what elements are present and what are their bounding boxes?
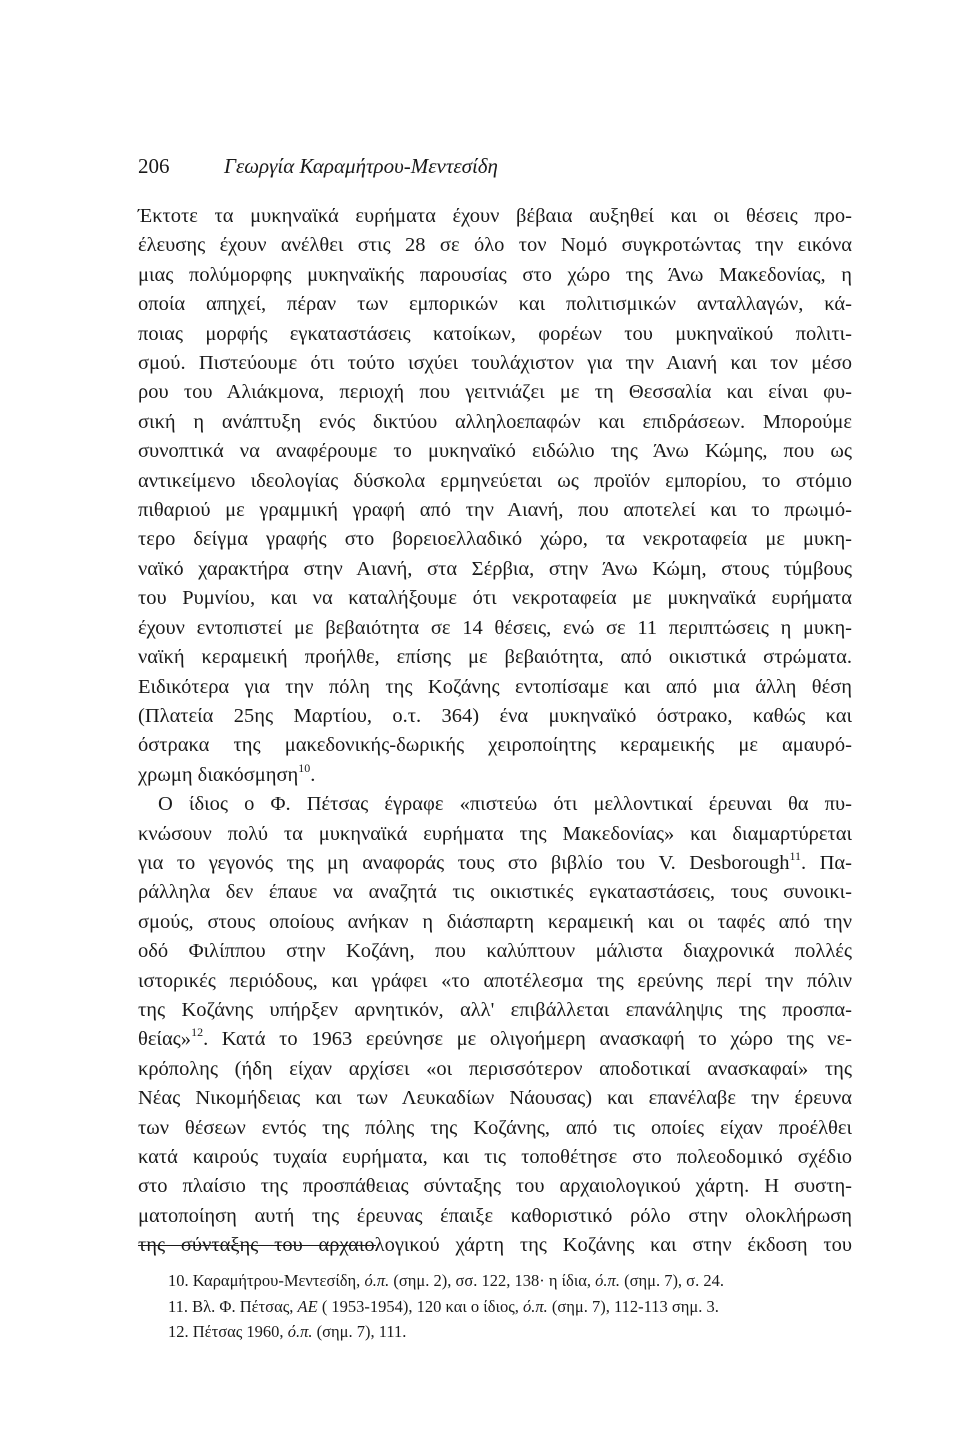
text-line: οδό Φιλίππου στην Κοζάνη, που καλύπτουν μάλιστα διαχρονικά πολλές (138, 940, 852, 963)
text-line: συνοπτικά να αναφέρουμε το μυκηναϊκό ειδώλιο της Άνω Κώμης, που ως (138, 440, 852, 463)
text-line: σική η ανάπτυξη ενός δικτύου αλληλοεπαφών και επιδράσεων. Μπορούμε (138, 410, 852, 433)
footnote-text: (σημ. 7), 112-113 σημ. 3. (547, 1296, 719, 1316)
footnote-12 (168, 1319, 868, 1345)
text-fragment: χρωμη διακόσμηση (138, 763, 299, 786)
text-line: στο πλαίσιο της προσπάθειας σύνταξης του αρχαιολογικού χάρτη. Η συστη- (138, 1175, 852, 1198)
text-line: (Πλατεία 25ης Μαρτίου, ο.τ. 364) ένα μυκηναϊκό όστρακο, καθώς και (138, 704, 852, 727)
text-line: των θέσεων εντός της πόλης της Κοζάνης, από τις οποίες είχαν προέλθει (138, 1116, 852, 1139)
footnote-ref-10[interactable]: 10 (298, 760, 311, 775)
footnote-italic: ΑΕ (297, 1296, 318, 1316)
text-line: Έκτοτε τα μυκηναϊκά ευρήματα έχουν βέβαια αυξηθεί και οι θέσεις προ- (138, 205, 852, 227)
text-line: ποιας μορφής εγκαταστάσεις κατοίκων, φορέων του μυκηναϊκού πολιτι- (138, 322, 852, 345)
footnote-rule (138, 1245, 376, 1246)
text-fragment: . (310, 763, 316, 786)
footnotes (168, 1268, 868, 1345)
footnote-11 (168, 1294, 868, 1320)
text-line: έλευσης έχουν ανέλθει στις 28 σε όλο τον Νομό συγκροτώντας την εικόνα (138, 234, 852, 257)
text-line: Ειδικότερα για την πόλη της Κοζάνης εντοπίσαμε και από μια άλλη θέση (138, 675, 852, 698)
text-fragment: για το γεγονός της μη αναφοράς τους στο βιβλίο του V. Desborough (138, 851, 790, 874)
text-line: σμού. Πιστεύουμε ότι τούτο ισχύει τουλάχιστον για την Αιανή και τον μέσο (138, 352, 852, 375)
footnote-text: 10. Καραμήτρου-Μεντεσίδη, (168, 1271, 365, 1290)
body-text (138, 202, 852, 1261)
footnote-text: 11. Βλ. Φ. Πέτσας, (168, 1296, 298, 1316)
text-line (138, 761, 852, 790)
text-fragment: . Κατά το 1963 ερεύνησε με ολιγοήμερη ανασκαφή το χώρο της νε- (203, 1028, 852, 1051)
text-line: τερο δείγμα γραφής στο βορειοελλαδικό χώρο, τα νεκροταφεία με μυκη- (138, 528, 852, 551)
footnote-text: (σημ. 7), 111. (312, 1322, 407, 1341)
text-line: πιθαριού με γραμμική γραφή από την Αιανή, που αποτελεί και το πρωιμό- (138, 499, 852, 522)
text-line: ράλληλα δεν έπαυε να αναζητά τις οικιστικές εγκαταστάσεις, τους συνοικι- (138, 881, 852, 904)
text-line: κατά καιρούς τυχαία ευρήματα, και τις τοποθέτησε στο πολεοδομικό σχέδιο (138, 1146, 852, 1168)
footnote-ref-12[interactable]: 12 (191, 1025, 204, 1040)
text-fragment: θείας» (138, 1028, 192, 1051)
text-line: ναϊκή κεραμεική προήλθε, επίσης με βεβαιότητα, από οικιστικά στρώματα. (138, 646, 852, 669)
footnote-text: (σημ. 7), σ. 24. (619, 1271, 724, 1290)
text-line: της Κοζάνης υπήρξεν αρνητικόν, αλλ' επιβάλλεται επανάληψις της προσπα- (138, 998, 852, 1021)
footnote-italic: ό.π. (595, 1271, 620, 1290)
text-line: Ο ίδιος ο Φ. Πέτσας έγραφε «πιστεύω ότι μελλοντικαί έρευναι θα πυ- (158, 793, 852, 816)
text-line: ναϊκό χαρακτήρα στην Αιανή, στα Σέρβια, στην Άνω Κώμη, στους τύμβους (138, 557, 852, 580)
text-line: κνώσουν πολύ τα μυκηναϊκά ευρήματα της Μακεδονίας» και διαμαρτύρεται (138, 822, 852, 845)
footnote-italic: ό.π. (523, 1296, 548, 1316)
footnote-text: ( 1953-1954), 120 και ο ίδιος, (317, 1296, 523, 1316)
footnote-ref-11[interactable]: 11 (789, 848, 802, 863)
footnote-text: (σημ. 2), σσ. 122, 138· η ίδια, (389, 1271, 596, 1290)
page-header (138, 152, 838, 180)
text-line: κρόπολης (ήδη είχαν αρχίσει «οι περισσότερον αποδοτικαί ανασκαφαί» της (138, 1057, 852, 1080)
text-line: του Ρυμνίου, και να καταλήξουμε ότι νεκροταφεία με μυκηναϊκά ευρήματα (138, 587, 852, 610)
page-number: 206 (138, 154, 170, 178)
text-line: Νέας Νικομήδειας και των Λευκαδίων Νάουσας) και επανέλαβε την έρευνα (138, 1087, 852, 1110)
text-line: αντικείμενο ιδεολογίας δύσκολα ερμηνεύεται ως προϊόν εμπορίου, το στόμιο (138, 469, 852, 492)
text-line (138, 1025, 852, 1054)
text-fragment: . Πα- (801, 851, 852, 874)
running-head: Γεωργία Καραμήτρου-Μεντεσίδη (224, 154, 498, 178)
text-line: μιας πολύμορφης μυκηναϊκής παρουσίας στο χώρο της Άνω Μακεδονίας, η (138, 263, 852, 286)
text-line: της σύνταξης του αρχαιολογικού χάρτη της Κοζάνης και στην έκδοση του (138, 1234, 852, 1257)
footnote-10 (168, 1268, 868, 1294)
footnote-italic: ό.π. (364, 1271, 390, 1290)
text-line: οποία απηχεί, πέραν των εμπορικών και πολιτισμικών ανταλλαγών, κά- (138, 293, 852, 316)
text-line: ρου του Αλιάκμονα, περιοχή που γειτνιάζει με τη Θεσσαλία και είναι φυ- (138, 381, 852, 404)
text-line: όστρακα της μακεδονικής-δωρικής χειροποίητης κεραμεικής με αμαυρό- (138, 734, 852, 757)
text-line (138, 849, 852, 878)
text-line: ιστορικές περιόδους, και γράφει «το αποτέλεσμα της ερεύνης περί την πόλιν (138, 969, 852, 992)
text-line: σμούς, στους οποίους ανήκαν η διάσπαρτη κεραμεική και οι ταφές από την (138, 910, 852, 933)
footnote-text: 12. Πέτσας 1960, (168, 1322, 288, 1341)
text-line: ματοποίηση αυτή της έρευνας έπαιξε καθοριστικό ρόλο στην ολοκλήρωση (138, 1204, 852, 1227)
footnote-italic: ό.π. (287, 1322, 313, 1341)
text-line: έχουν εντοπιστεί με βεβαιότητα σε 14 θέσεις, ενώ σε 11 περιπτώσεις η μυκη- (138, 616, 852, 639)
